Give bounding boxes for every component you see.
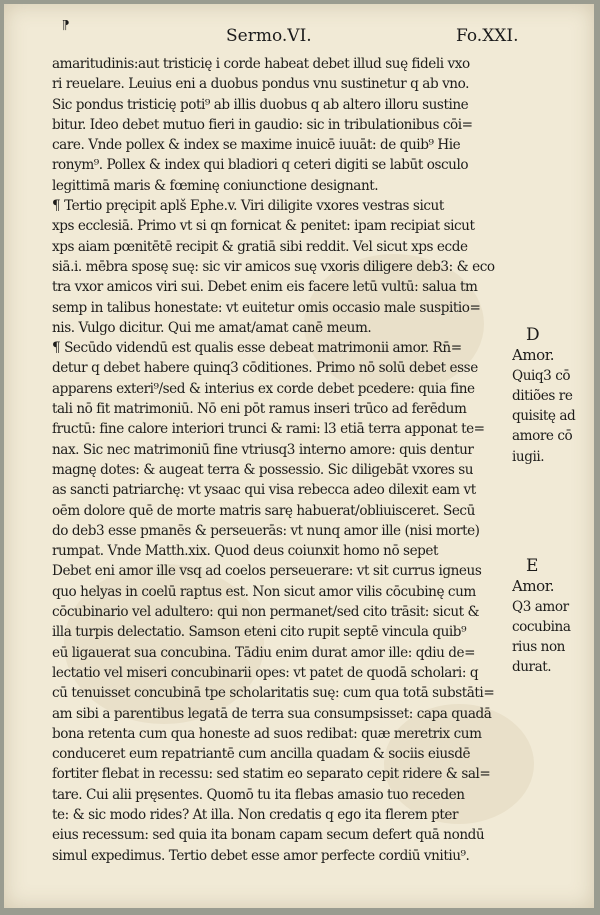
text-line: lectatio vel miseri concubinarii opes: vt patet de quodā scholari: q [52, 664, 479, 681]
printer-mark: ⁋ [62, 18, 70, 32]
book-page [4, 4, 594, 908]
margin-note-d [512, 325, 594, 467]
text-line: ri reuelare. Leuius eni a duobus pondus vnu sustinetur q ab vno. [52, 76, 469, 93]
text-line: fructū: fine calore interiori trunci & rami: l3 etiā terra apponat te= [52, 421, 485, 438]
text-line: tra vxor amicos viri sui. Debet enim eis facere letū vultū: salua tm [52, 279, 478, 296]
margin-note-line: quisitę ad [512, 408, 576, 425]
text-line: nis. Vulgo dicitur. Qui me amat/amat canē meum. [52, 319, 372, 336]
text-line: xps aiam pœnitētē recipit & gratiā sibi reddit. Vel sicut xps ecde [52, 238, 468, 255]
margin-note-line: Q3 amor [512, 598, 569, 615]
text-line: legittimā maris & fœminę coniunctione designant. [52, 177, 379, 194]
text-line: ronym⁹. Pollex & index qui bladiori q ceteri digiti se labūt osculo [52, 157, 469, 174]
text-line: care. Vnde pollex & index se maxime inuicē iuuāt: de quib⁹ Hie [52, 137, 461, 154]
margin-letter: D [526, 325, 540, 345]
text-line: semp in talibus honestate: vt euitetur omis occasio male suspitio= [52, 299, 481, 316]
text-line: bitur. Ideo debet mutuo fieri in gaudio: sic in tribulationibus cōi= [52, 116, 473, 133]
text-line: tali nō fit matrimoniū. Nō eni pōt ramus inseri trūco ad ferēdum [52, 401, 467, 418]
text-line: quo helyas in coelū raptus est. Non sicut amor vilis cōcubinę cum [52, 583, 476, 600]
margin-note-line: ditiões re [512, 387, 573, 404]
margin-note-line: rius non [512, 639, 565, 656]
margin-note-line: durat. [512, 659, 552, 676]
text-line: apparens exteri⁹/sed & interius ex corde debet pcedere: quia fine [52, 380, 475, 397]
margin-note-line: Quiq3 cō [512, 367, 571, 384]
text-line: cū tenuisset concubinā tpe scholaritatis suę: cum qua totā substāti= [52, 685, 495, 702]
text-line: ¶ Tertio pręcipit aplš Ephe.v. Viri diligite vxores vestras sicut [52, 198, 444, 215]
text-line: bona retenta cum qua honeste ad suos redibat: quæ meretrix cum [52, 725, 482, 742]
margin-letter: E [526, 556, 538, 576]
text-line: eius recessum: sed quia ita bonam capam secum defert quā nondū [52, 827, 485, 844]
text-line: te: & sic modo rides? At illa. Non credatis q ego ita flerem pter [52, 806, 459, 823]
text-line: magnę dotes: & augeat terra & possessio. Sic diligebāt vxores su [52, 461, 474, 478]
margin-note-line: cocubina [512, 618, 571, 635]
main-text-column [52, 54, 512, 866]
text-line: eū ligauerat sua concubina. Tādiu enim durat amor ille: qdiu de= [52, 644, 476, 661]
text-line: Debet eni amor ille vsq ad coelos perseuerare: vt sit currus igneus [52, 563, 482, 580]
text-line: rumpat. Vnde Matth.xix. Quod deus coiunxit homo nō sepet [52, 543, 439, 560]
text-line: fortiter flebat in recessu: sed statim eo separato cepit ridere & sal= [52, 766, 491, 783]
text-line: cōcubinario vel adultero: qui non permanet/sed cito trāsit: sicut & [52, 604, 480, 621]
text-line: ¶ Secūdo videndū est qualis esse debeat matrimonii amor. Rn̄= [52, 340, 462, 357]
folio-number: Fo.XXI. [456, 26, 519, 46]
margin-note-e [512, 556, 594, 678]
margin-note-line: iugii. [512, 448, 545, 465]
margin-note-line: amore cō [512, 428, 573, 445]
margin-note-line: Amor. [512, 346, 555, 365]
text-line: simul expedimus. Tertio debet esse amor perfecte cordiū vnitiu⁹. [52, 847, 470, 864]
text-line: amaritudinis:aut tristicię i corde habeat debet illud suę fideli vxo [52, 56, 470, 72]
text-line: siā.i. mēbra sposę suę: sic vir amicos suę vxoris diligere deb3: & eco [52, 258, 495, 275]
text-line: am sibi a parentibus legatā de terra sua consumpsisset: capa quadā [52, 705, 492, 722]
text-line: as sancti patriarchę: vt ysaac qui visa rebecca adeo dilexit eam vt [52, 482, 476, 499]
text-line: conduceret eum repatriantē cum ancilla quadam & sociis eiusdē [52, 746, 471, 763]
text-line: illa turpis delectatio. Samson eteni cito rupit septē vincula quib⁹ [52, 624, 467, 641]
text-line: detur q debet habere quinq3 cōditiones. Primo nō solū debet esse [52, 360, 478, 377]
text-line: Sic pondus tristicię poti⁹ ab illis duobus q ab altero illoru sustine [52, 96, 469, 113]
sermon-title: Sermo.VI. [226, 26, 312, 46]
text-line: nax. Sic nec matrimoniū fine vtriusq3 interno amore: quis dentur [52, 441, 474, 458]
text-line: oēm dolore quē de morte matris sarę habuerat/obliuisceret. Secū [52, 502, 475, 519]
text-line: do deb3 esse pmanēs & perseuerās: vt nunq amor ille (nisi morte) [52, 522, 480, 539]
margin-note-line: Amor. [512, 577, 555, 596]
text-line: xps ecclesiā. Primo vt si qn fornicat & penitet: ipam recipiat sicut [52, 218, 475, 235]
text-line: tare. Cui alii pręsentes. Quomō tu ita flebas amasio tuo receden [52, 786, 465, 803]
